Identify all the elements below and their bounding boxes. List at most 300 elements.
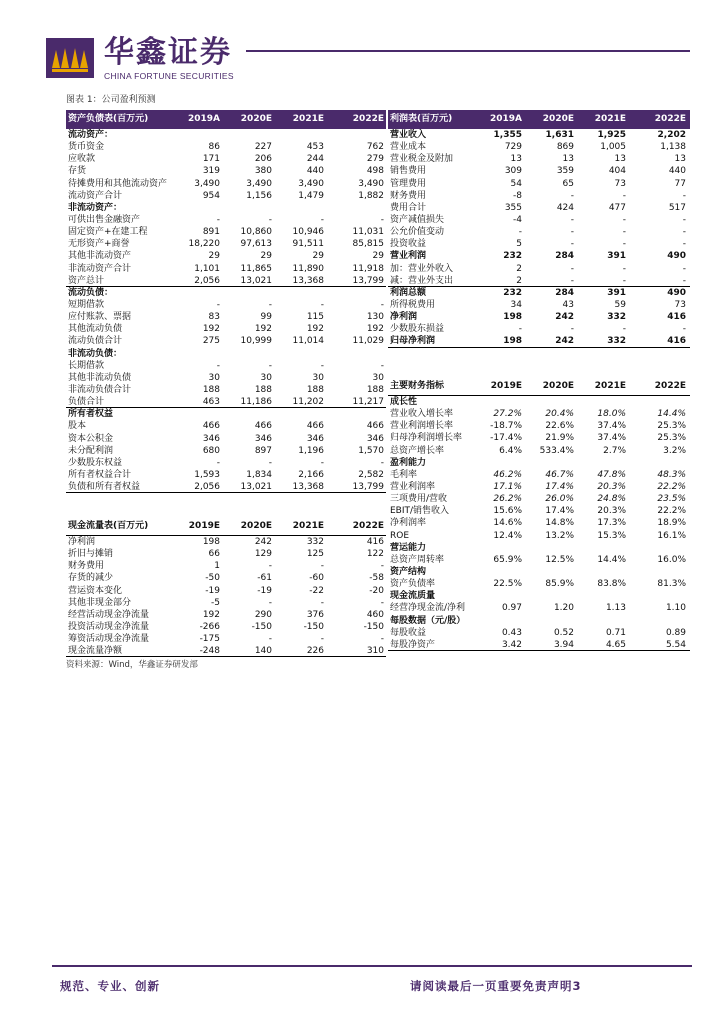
cell-value: 16.1%: [657, 530, 686, 541]
indicators-title: 主要财务指标: [390, 381, 445, 391]
table-row: [388, 469, 690, 481]
cell-value: -19: [205, 585, 220, 596]
table-row: [66, 621, 386, 633]
cell-value: 533.4%: [539, 445, 574, 456]
cell-value: -: [682, 214, 686, 225]
row-label: 流动资产：: [68, 130, 114, 140]
cell-value: 37.4%: [597, 421, 626, 432]
cell-value: 73: [614, 178, 626, 189]
row-label: 现金流质量: [390, 591, 436, 602]
cell-value: 244: [306, 154, 324, 165]
cell-value: 188: [254, 384, 272, 395]
cell-value: 13,021: [240, 275, 272, 286]
table-row: [388, 202, 690, 214]
table-row: [66, 433, 386, 445]
cell-value: -: [622, 263, 626, 274]
cell-value: 85.9%: [545, 579, 574, 590]
row-label: 非流动资产合计: [68, 263, 132, 274]
cell-value: 11,918: [352, 263, 384, 274]
cell-value: -: [268, 214, 272, 225]
table-row: [388, 432, 690, 444]
cell-value: 37.4%: [597, 433, 626, 444]
cell-value: -: [570, 227, 574, 238]
cell-value: -: [380, 457, 384, 468]
cell-value: -: [518, 227, 522, 238]
cell-value: 729: [504, 142, 522, 153]
table-row: [388, 505, 690, 517]
cell-value: 284: [555, 251, 574, 262]
table-row: [388, 627, 690, 639]
row-label: 经营活动现金净流量: [68, 609, 150, 620]
cell-value: -: [380, 561, 384, 572]
cell-value: 13,799: [352, 482, 384, 493]
row-label: 资产减值损失: [390, 214, 445, 225]
row-label: 其他非现金部分: [68, 597, 132, 608]
cell-value: 83: [208, 312, 220, 323]
table-row: [388, 639, 690, 651]
cell-value: 2,056: [194, 482, 220, 493]
table-row: [66, 165, 386, 177]
table-row: [388, 275, 690, 287]
balance-header-row: [66, 110, 386, 129]
cell-value: 14.6%: [493, 518, 522, 529]
cell-value: 65.9%: [493, 554, 522, 565]
cell-value: 10,860: [240, 227, 272, 238]
cell-value: 5.54: [665, 639, 686, 650]
table-row: [66, 263, 386, 275]
cell-value: 198: [503, 312, 522, 323]
cell-value: 290: [254, 609, 272, 620]
cell-value: -8: [513, 190, 522, 201]
row-label: 营业收入增长率: [390, 409, 454, 420]
table-row: [388, 226, 690, 238]
cell-value: 26.2%: [493, 494, 522, 505]
balance-year-header: 2020E: [240, 114, 272, 124]
cell-value: 20.4%: [545, 409, 574, 420]
cell-value: 3,490: [298, 178, 324, 189]
cell-value: 869: [556, 142, 574, 153]
row-label: 负债合计: [68, 397, 105, 408]
row-label: 流动负债：: [68, 287, 114, 298]
balance-year-header: 2021E: [292, 114, 324, 124]
cell-value: 11,014: [292, 336, 324, 347]
row-label: 每股收益: [390, 627, 427, 638]
cell-value: 2,202: [657, 130, 686, 140]
cell-value: -: [268, 299, 272, 310]
cell-value: 171: [202, 154, 220, 165]
row-label: 营业收入: [390, 130, 427, 140]
row-label: 减：营业外支出: [390, 275, 454, 286]
cell-value: 11,865: [240, 263, 272, 274]
table-row: [388, 517, 690, 529]
row-label: 三项费用/营收: [390, 494, 448, 505]
income-statement-table: [388, 110, 690, 348]
cashflow-year-header: 2020E: [240, 521, 272, 531]
cell-value: 891: [202, 227, 220, 238]
cell-value: 1: [214, 561, 220, 572]
cell-value: -150: [251, 621, 272, 632]
cell-value: 1,925: [597, 130, 626, 140]
row-label: 资产负债率: [390, 579, 436, 590]
figure-caption: 图表 1：公司盈利预测: [66, 95, 156, 105]
cell-value: 11,031: [352, 227, 384, 238]
cell-value: 0.71: [605, 627, 626, 638]
row-label: 净利润: [390, 312, 418, 323]
cashflow-header-row: [66, 517, 386, 536]
row-label: 归母净利润增长率: [390, 433, 463, 444]
cell-value: 77: [674, 178, 686, 189]
cell-value: -: [320, 597, 324, 608]
cell-value: -18.7%: [490, 421, 522, 432]
cell-value: 30: [372, 372, 384, 383]
row-label: 货币资金: [68, 142, 105, 153]
table-row: [388, 615, 690, 627]
cell-value: 11,186: [240, 397, 272, 408]
cashflow-year-header: 2022E: [352, 521, 384, 531]
cell-value: 13: [614, 154, 626, 165]
row-label: 加：营业外收入: [390, 263, 454, 274]
cell-value: 25.3%: [657, 421, 686, 432]
row-label: 销售费用: [390, 166, 427, 177]
cell-value: 18.9%: [657, 518, 686, 529]
table-row: [66, 408, 386, 420]
row-label: 无形资产+商誉: [68, 239, 130, 250]
row-label: 负债和所有者权益: [68, 482, 141, 493]
cell-value: 453: [306, 142, 324, 153]
cell-value: 3.2%: [663, 445, 686, 456]
cell-value: 14.4%: [597, 554, 626, 565]
cell-value: 517: [668, 202, 686, 213]
cell-value: 83.8%: [597, 579, 626, 590]
cell-value: 897: [254, 445, 272, 456]
table-row: [388, 214, 690, 226]
cell-value: -248: [199, 646, 220, 657]
cell-value: 192: [366, 324, 384, 335]
cell-value: -60: [309, 573, 324, 584]
cell-value: 6.4%: [499, 445, 522, 456]
cell-value: 46.7%: [545, 469, 574, 480]
table-row: [388, 602, 690, 614]
table-row: [388, 396, 690, 408]
cell-value: -: [380, 634, 384, 645]
table-row: [388, 165, 690, 177]
cell-value: 20.3%: [597, 481, 626, 492]
row-label: 非流动资产：: [68, 202, 123, 213]
table-row: [66, 420, 386, 432]
cell-value: 3.42: [501, 639, 522, 650]
balance-title: 资产负债表(百万元): [68, 114, 149, 124]
cell-value: 490: [667, 251, 686, 262]
indicators-year-header: 2021E: [594, 381, 626, 391]
cell-value: 226: [306, 646, 324, 657]
cell-value: 188: [306, 384, 324, 395]
table-row: [66, 238, 386, 250]
cell-value: 309: [504, 166, 522, 177]
cell-value: 319: [202, 166, 220, 177]
cell-value: -4: [513, 214, 522, 225]
income-year-header: 2022E: [654, 114, 686, 124]
table-row: [388, 481, 690, 493]
row-label: 毛利率: [390, 469, 418, 480]
indicators-header-row: [388, 377, 690, 396]
cashflow-title: 现金流量表(百万元): [68, 521, 149, 531]
table-row: [66, 572, 386, 584]
table-row: [66, 250, 386, 262]
cell-value: -175: [199, 634, 220, 645]
cell-value: -19: [257, 585, 272, 596]
cell-value: 332: [607, 312, 626, 323]
cell-value: -: [622, 190, 626, 201]
cell-value: -150: [363, 621, 384, 632]
cell-value: 2,166: [298, 469, 324, 480]
cell-value: 129: [254, 549, 272, 560]
table-row: [66, 457, 386, 469]
table-row: [388, 445, 690, 457]
cell-value: 1,101: [194, 263, 220, 274]
row-label: 净利润: [68, 537, 96, 547]
cell-value: -: [320, 634, 324, 645]
row-label: 其他流动负债: [68, 324, 123, 335]
table-row: [388, 530, 690, 542]
row-label: 所有者权益: [68, 409, 114, 420]
cell-value: 12.4%: [493, 530, 522, 541]
row-label: 营业税金及附加: [390, 154, 454, 165]
cell-value: 85,815: [352, 239, 384, 250]
cell-value: -: [622, 227, 626, 238]
cell-value: 206: [254, 154, 272, 165]
table-row: [66, 348, 386, 360]
row-label: 股本: [68, 421, 87, 432]
row-label: 少数股东损益: [390, 324, 445, 335]
row-label: 所得税费用: [390, 299, 436, 310]
cell-value: 21.9%: [545, 433, 574, 444]
row-label: 存货的减少: [68, 573, 114, 584]
table-row: [66, 372, 386, 384]
indicators-year-header: 2022E: [654, 381, 686, 391]
cell-value: 680: [202, 445, 220, 456]
row-label: 每股数据（元/股）: [390, 615, 466, 626]
table-row: [66, 548, 386, 560]
cell-value: 198: [202, 537, 220, 547]
cell-value: 97,613: [240, 239, 272, 250]
cell-value: 498: [366, 166, 384, 177]
table-row: [388, 566, 690, 578]
cell-value: 0.89: [665, 627, 686, 638]
cell-value: -: [622, 214, 626, 225]
cell-value: 1.20: [553, 603, 574, 614]
cell-value: 1,834: [246, 469, 272, 480]
row-label: 财务费用: [390, 190, 427, 201]
table-row: [66, 396, 386, 408]
cell-value: 242: [555, 336, 574, 347]
income-year-header: 2020E: [542, 114, 574, 124]
cell-value: 23.5%: [657, 494, 686, 505]
table-row: [66, 560, 386, 572]
row-label: 净利润率: [390, 518, 427, 529]
cell-value: -: [570, 324, 574, 335]
cell-value: -: [216, 457, 220, 468]
table-row: [388, 420, 690, 432]
row-label: 其他非流动资产: [68, 251, 132, 262]
cell-value: 275: [202, 336, 220, 347]
table-row: [388, 250, 690, 262]
cell-value: -: [570, 239, 574, 250]
cell-value: 188: [366, 384, 384, 395]
cell-value: 460: [366, 609, 384, 620]
cell-value: 29: [312, 251, 324, 262]
cell-value: -266: [199, 621, 220, 632]
table-row: [388, 408, 690, 420]
cell-value: 20.3%: [597, 506, 626, 517]
cell-value: -: [216, 214, 220, 225]
cell-value: 1,355: [493, 130, 522, 140]
cell-value: 466: [306, 421, 324, 432]
cell-value: 65: [562, 178, 574, 189]
cell-value: 13: [562, 154, 574, 165]
cell-value: -58: [369, 573, 384, 584]
row-label: 资本公积金: [68, 433, 114, 444]
row-label: 公允价值变动: [390, 227, 445, 238]
cell-value: 1,479: [298, 190, 324, 201]
table-row: [66, 299, 386, 311]
cell-value: 391: [607, 251, 626, 262]
cell-value: 1,138: [660, 142, 686, 153]
footer-divider: [52, 965, 692, 967]
cell-value: 11,217: [352, 397, 384, 408]
cell-value: 14.8%: [545, 518, 574, 529]
cell-value: 3,490: [358, 178, 384, 189]
cell-value: 14.4%: [657, 409, 686, 420]
row-label: 流动资产合计: [68, 190, 123, 201]
row-label: 投资活动现金净流量: [68, 621, 150, 632]
cell-value: 490: [667, 287, 686, 298]
balance-sheet-table: [66, 110, 386, 493]
cell-value: 30: [312, 372, 324, 383]
cell-value: -17.4%: [490, 433, 522, 444]
cell-value: -: [268, 360, 272, 371]
cell-value: 466: [366, 421, 384, 432]
cell-value: 13,368: [292, 275, 324, 286]
cell-value: -22: [309, 585, 324, 596]
cell-value: -: [570, 263, 574, 274]
footer-disclaimer: 请阅读最后一页重要免责声明3: [410, 979, 582, 993]
row-label: ROE: [390, 530, 410, 541]
cashflow-year-header: 2021E: [292, 521, 324, 531]
row-label: 应收款: [68, 154, 96, 165]
cell-value: 227: [254, 142, 272, 153]
row-label: 管理费用: [390, 178, 427, 189]
cell-value: 242: [254, 537, 272, 547]
cell-value: 463: [202, 397, 220, 408]
cell-value: 26.0%: [545, 494, 574, 505]
row-label: 成长性: [390, 397, 418, 407]
cell-value: 115: [306, 312, 324, 323]
cell-value: 346: [254, 433, 272, 444]
row-label: 经营净现金流/净利: [390, 603, 466, 614]
cell-value: 192: [202, 324, 220, 335]
table-row: [66, 645, 386, 657]
table-row: [66, 129, 386, 141]
cell-value: 1,196: [298, 445, 324, 456]
row-label: 非流动负债合计: [68, 384, 132, 395]
row-label: 长期借款: [68, 360, 105, 371]
table-row: [66, 287, 386, 299]
financial-indicators-table: [388, 377, 690, 651]
row-label: 归母净利润: [390, 336, 436, 347]
cell-value: 4.65: [605, 639, 626, 650]
table-row: [388, 141, 690, 153]
cell-value: 1,005: [600, 142, 626, 153]
cell-value: -150: [303, 621, 324, 632]
cell-value: 416: [366, 537, 384, 547]
cell-value: 10,946: [292, 227, 324, 238]
row-label: 资产总计: [68, 275, 105, 286]
cell-value: 192: [202, 609, 220, 620]
row-label: 短期借款: [68, 299, 105, 310]
cell-value: 22.2%: [657, 506, 686, 517]
cell-value: 18.0%: [597, 409, 626, 420]
cell-value: -: [320, 457, 324, 468]
cell-value: -: [570, 214, 574, 225]
cell-value: 1,156: [246, 190, 272, 201]
cell-value: -: [380, 360, 384, 371]
cell-value: -: [380, 214, 384, 225]
table-row: [66, 585, 386, 597]
cell-value: 54: [510, 178, 522, 189]
cell-value: 3,490: [194, 178, 220, 189]
cell-value: 1.13: [605, 603, 626, 614]
cell-value: 3,490: [246, 178, 272, 189]
row-label: 总资产增长率: [390, 445, 445, 456]
cell-value: 477: [608, 202, 626, 213]
cell-value: 122: [366, 549, 384, 560]
cell-value: 46.2%: [493, 469, 522, 480]
cell-value: -: [216, 299, 220, 310]
cell-value: 380: [254, 166, 272, 177]
row-label: 筹资活动现金净流量: [68, 634, 150, 645]
cell-value: 188: [202, 384, 220, 395]
table-row: [388, 299, 690, 311]
cell-value: 2,582: [358, 469, 384, 480]
row-label: 盈利能力: [390, 457, 427, 468]
cell-value: -: [320, 360, 324, 371]
table-row: [66, 153, 386, 165]
table-row: [66, 335, 386, 347]
table-row: [388, 178, 690, 190]
row-label: 财务费用: [68, 561, 105, 572]
cell-value: 355: [504, 202, 522, 213]
cell-value: 18,220: [188, 239, 220, 250]
cell-value: 29: [260, 251, 272, 262]
cell-value: -: [682, 227, 686, 238]
cell-value: 279: [366, 154, 384, 165]
row-label: 非流动负债：: [68, 348, 123, 359]
cell-value: -20: [369, 585, 384, 596]
cell-value: 27.2%: [493, 409, 522, 420]
cell-value: 2: [516, 275, 522, 286]
cell-value: -5: [211, 597, 220, 608]
table-row: [388, 323, 690, 335]
cell-value: 0.97: [501, 603, 522, 614]
table-row: [388, 153, 690, 165]
row-label: 营业利润: [390, 251, 427, 262]
row-label: 未分配利润: [68, 445, 114, 456]
cell-value: 91,511: [292, 239, 324, 250]
row-label: 营运能力: [390, 542, 427, 553]
row-label: 流动负债合计: [68, 336, 123, 347]
row-label: 费用合计: [390, 202, 427, 213]
cell-value: 17.4%: [545, 481, 574, 492]
